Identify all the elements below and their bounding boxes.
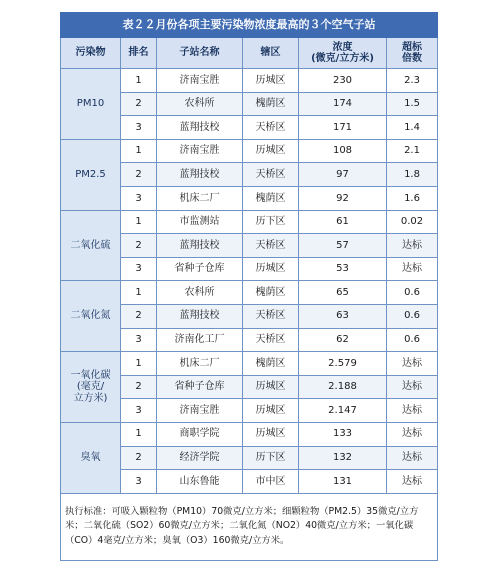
exceed-cell: 1.6	[387, 186, 438, 210]
district-cell: 历城区	[243, 257, 299, 281]
station-cell: 商职学院	[157, 422, 243, 446]
rank-cell: 3	[121, 186, 157, 210]
rank-cell: 2	[121, 446, 157, 470]
rank-cell: 2	[121, 163, 157, 187]
concentration-cell: 65	[299, 281, 387, 305]
concentration-cell: 230	[299, 69, 387, 93]
station-cell: 经济学院	[157, 446, 243, 470]
district-cell: 槐荫区	[243, 352, 299, 376]
concentration-cell: 133	[299, 422, 387, 446]
rank-cell: 1	[121, 69, 157, 93]
table-row	[61, 281, 438, 305]
concentration-cell: 53	[299, 257, 387, 281]
station-cell: 蓝翔技校	[157, 234, 243, 258]
exceed-cell: 0.6	[387, 304, 438, 328]
table-row	[61, 352, 438, 376]
exceed-cell: 达标	[387, 257, 438, 281]
table-row	[61, 69, 438, 93]
rank-cell: 3	[121, 328, 157, 352]
exceed-cell: 2.3	[387, 69, 438, 93]
concentration-cell: 61	[299, 210, 387, 234]
exceed-cell: 达标	[387, 399, 438, 423]
district-cell: 天桥区	[243, 328, 299, 352]
station-cell: 济南宝胜	[157, 139, 243, 163]
concentration-cell: 108	[299, 139, 387, 163]
district-cell: 天桥区	[243, 116, 299, 140]
district-cell: 天桥区	[243, 163, 299, 187]
pollutant-name: PM10	[61, 69, 121, 140]
district-cell: 历城区	[243, 399, 299, 423]
exceed-cell: 达标	[387, 470, 438, 494]
rank-cell: 1	[121, 281, 157, 305]
exceed-cell: 1.5	[387, 92, 438, 116]
exceed-cell: 0.6	[387, 281, 438, 305]
rank-cell: 3	[121, 116, 157, 140]
rank-cell: 2	[121, 375, 157, 399]
table-row	[61, 139, 438, 163]
table-header-row	[61, 38, 438, 69]
station-cell: 省种子仓库	[157, 375, 243, 399]
concentration-cell: 2.188	[299, 375, 387, 399]
table-row	[61, 210, 438, 234]
header-concentration: 浓度 (微克/立方米)	[299, 38, 387, 69]
district-cell: 天桥区	[243, 304, 299, 328]
exceed-cell: 达标	[387, 352, 438, 376]
district-cell: 市中区	[243, 470, 299, 494]
station-cell: 济南化工厂	[157, 328, 243, 352]
pollutant-name: 臭氧	[61, 422, 121, 493]
pollutant-table	[60, 12, 438, 561]
station-cell: 济南宝胜	[157, 69, 243, 93]
header-rank: 排名	[121, 38, 157, 69]
station-cell: 省种子仓库	[157, 257, 243, 281]
exceed-cell: 1.8	[387, 163, 438, 187]
rank-cell: 1	[121, 210, 157, 234]
station-cell: 山东鲁能	[157, 470, 243, 494]
header-district: 辖区	[243, 38, 299, 69]
rank-cell: 2	[121, 234, 157, 258]
table-title-row	[61, 13, 438, 38]
concentration-cell: 97	[299, 163, 387, 187]
standards-footnote: 执行标准：可吸入颗粒物（PM10）70微克/立方米；细颗粒物（PM2.5）35微克/立方米；二氧化硫（SO2）60微克/立方米；二氧化氮（NO2）40微克/立方米；一氧化碳（CO）4毫克/立方米；臭氧（O3）160微克/立方米。	[61, 493, 438, 560]
rank-cell: 3	[121, 470, 157, 494]
pollutant-name: 二氧化硫	[61, 210, 121, 281]
rank-cell: 2	[121, 92, 157, 116]
concentration-cell: 2.579	[299, 352, 387, 376]
concentration-cell: 132	[299, 446, 387, 470]
rank-cell: 1	[121, 422, 157, 446]
pollutant-name: 一氧化碳 (毫克/ 立方米)	[61, 352, 121, 423]
station-cell: 济南宝胜	[157, 399, 243, 423]
exceed-cell: 达标	[387, 446, 438, 470]
station-cell: 机床二厂	[157, 352, 243, 376]
rank-cell: 3	[121, 399, 157, 423]
exceed-cell: 达标	[387, 234, 438, 258]
exceed-cell: 1.4	[387, 116, 438, 140]
district-cell: 历城区	[243, 139, 299, 163]
header-exceed: 超标 倍数	[387, 38, 438, 69]
concentration-cell: 2.147	[299, 399, 387, 423]
station-cell: 市监测站	[157, 210, 243, 234]
concentration-cell: 131	[299, 470, 387, 494]
concentration-cell: 174	[299, 92, 387, 116]
exceed-cell: 达标	[387, 422, 438, 446]
district-cell: 槐荫区	[243, 281, 299, 305]
rank-cell: 1	[121, 139, 157, 163]
station-cell: 农科所	[157, 281, 243, 305]
exceed-cell: 0.02	[387, 210, 438, 234]
concentration-cell: 57	[299, 234, 387, 258]
district-cell: 历城区	[243, 375, 299, 399]
header-station: 子站名称	[157, 38, 243, 69]
table-row	[61, 422, 438, 446]
district-cell: 槐荫区	[243, 186, 299, 210]
district-cell: 天桥区	[243, 234, 299, 258]
rank-cell: 2	[121, 304, 157, 328]
district-cell: 历城区	[243, 69, 299, 93]
station-cell: 蓝翔技校	[157, 304, 243, 328]
concentration-cell: 92	[299, 186, 387, 210]
pollutant-name: PM2.5	[61, 139, 121, 210]
rank-cell: 3	[121, 257, 157, 281]
concentration-cell: 171	[299, 116, 387, 140]
district-cell: 历下区	[243, 446, 299, 470]
station-cell: 蓝翔技校	[157, 163, 243, 187]
district-cell: 历城区	[243, 422, 299, 446]
footnote-row	[61, 493, 438, 560]
header-pollutant: 污染物	[61, 38, 121, 69]
exceed-cell: 达标	[387, 375, 438, 399]
exceed-cell: 2.1	[387, 139, 438, 163]
district-cell: 槐荫区	[243, 92, 299, 116]
pollutant-table-container	[60, 12, 437, 561]
station-cell: 机床二厂	[157, 186, 243, 210]
district-cell: 历下区	[243, 210, 299, 234]
exceed-cell: 0.6	[387, 328, 438, 352]
station-cell: 蓝翔技校	[157, 116, 243, 140]
pollutant-name: 二氧化氮	[61, 281, 121, 352]
rank-cell: 1	[121, 352, 157, 376]
station-cell: 农科所	[157, 92, 243, 116]
concentration-cell: 62	[299, 328, 387, 352]
concentration-cell: 63	[299, 304, 387, 328]
table-title: 表２２月份各项主要污染物浓度最高的３个空气子站	[61, 13, 438, 38]
